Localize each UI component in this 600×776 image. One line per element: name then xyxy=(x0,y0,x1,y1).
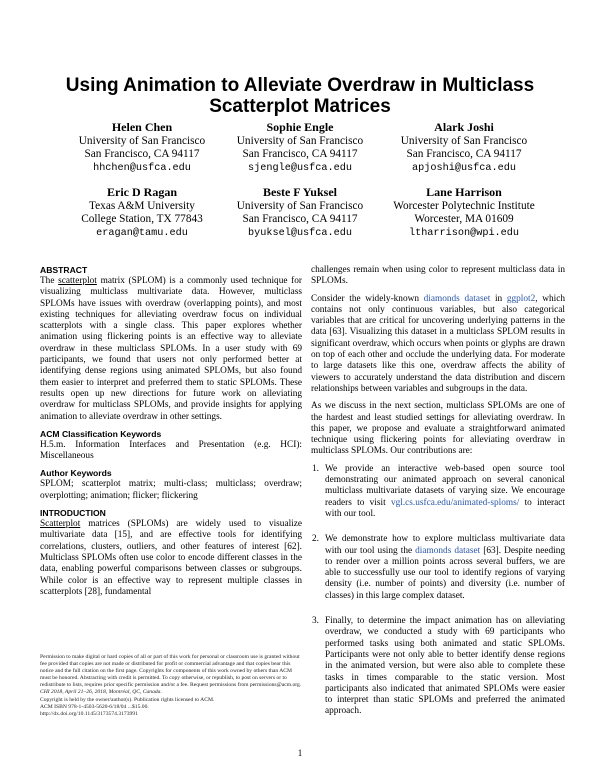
author-block xyxy=(374,186,554,240)
author-name: Beste F Yuksel xyxy=(262,185,337,199)
list-item: 2. We demonstrate how to explore multiclass multivariate data with our tool using the diamonds dataset [63]. Despite needing to render over a million points across several buffers, we are able to successfully use our tool to identify regions of varying density (i.e. number of points) and diversity (i.e. number of classes) in this large complex dataset. xyxy=(312,534,565,601)
author-email: byuksel@usfca.edu xyxy=(248,227,352,239)
author-address: San Francisco, CA 94117 xyxy=(84,148,200,161)
author-name: Helen Chen xyxy=(111,120,173,134)
author-affiliation: University of San Francisco xyxy=(236,199,364,212)
body-paragraph: As we discuss in the next section, multiclass SPLOMs are one of the hardest and least studied settings for alleviating overdraw. In this paper, we propose and evaluate a straightforward animated technique using flickering points for alleviating overdraw in multiclass SPLOMs. Our contributions are: xyxy=(311,401,565,457)
list-item: 1. We provide an interactive web-based open source tool demonstrating our animated approach on several canonical multiclass multivariate datasets of varying size. We encourage readers to visit vgl.cs.usfca.edu/animated-sploms/ to interact with our tool. xyxy=(312,463,565,519)
right-column xyxy=(311,265,565,718)
isbn-line: ACM ISBN 978-1-4503-5620-6/18/04 ...$15.00. xyxy=(40,703,149,710)
introduction-heading: INTRODUCTION xyxy=(40,508,106,519)
author-affiliation: University of San Francisco xyxy=(78,134,206,147)
author-keywords-text: SPLOM; scatterplot matrix; multi-class; multiclass; overdraw; overplotting; animation; flicker; flickering xyxy=(40,479,302,501)
author-block xyxy=(374,121,554,175)
permission-notice: Permission to make digital or hard copies of all or part of this work for personal or classroom use is granted without fee provided that copies are not made or distributed for profit or commercial advantage and that copies bear this notice and the full citation on the first page. Copyrights for components of this work owned by others than ACM must be honored. Abstracting with credit is permitted. To copy otherwise, or republish, to post on servers or to redistribute to lists, requires prior specific permission and/or a fee. Request permissions from permissions@acm.org. xyxy=(40,654,302,689)
author-address: Worcester, MA 01609 xyxy=(414,213,514,226)
diamonds-dataset-link[interactable]: diamonds dataset xyxy=(423,293,491,304)
copyright-footnote xyxy=(40,654,302,718)
left-column xyxy=(40,265,302,598)
list-number: 1. xyxy=(312,463,319,474)
tool-url-link[interactable]: vgl.cs.usfca.edu/animated-sploms/ xyxy=(390,497,520,508)
list-number: 3. xyxy=(312,616,319,627)
author-email: ltharrison@wpi.edu xyxy=(408,227,520,239)
title-line-1: Using Animation to Alleviate Overdraw in Multiclass xyxy=(65,75,535,96)
author-block xyxy=(210,121,390,175)
ggplot2-link[interactable]: ggplot2 xyxy=(506,293,536,304)
title-line-2: Scatterplot Matrices xyxy=(209,96,391,117)
author-name: Lane Harrison xyxy=(426,185,502,199)
acm-classification-heading: ACM Classification Keywords xyxy=(40,428,162,439)
author-name: Sophie Engle xyxy=(266,120,334,134)
author-affiliation: University of San Francisco xyxy=(400,134,528,147)
copyright-line: Copyright is held by the owner/author(s). Publication rights licensed to ACM. xyxy=(40,696,215,703)
author-email: sjengle@usfca.edu xyxy=(248,162,352,174)
paper-title xyxy=(40,75,560,117)
conference-line: CHI 2018, April 21–26, 2018, Montréal, QC, Canada. xyxy=(40,689,162,696)
contributions-list xyxy=(311,464,565,718)
author-email: hhchen@usfca.edu xyxy=(93,162,191,174)
doi-line: http://dx.doi.org/10.1145/3173574.3173991 xyxy=(40,710,138,717)
page-number: 1 xyxy=(297,748,303,758)
author-address: San Francisco, CA 94117 xyxy=(406,148,522,161)
diamonds-dataset-link[interactable]: diamonds dataset xyxy=(415,545,481,556)
author-keywords-heading: Author Keywords xyxy=(40,468,112,479)
author-name: Alark Joshi xyxy=(434,120,494,134)
body-paragraph: challenges remain when using color to represent multiclass data in SPLOMs. xyxy=(311,265,565,287)
author-block xyxy=(52,121,232,175)
author-block xyxy=(210,186,390,240)
abstract-heading: ABSTRACT xyxy=(40,265,88,275)
author-affiliation: Worcester Polytechnic Institute xyxy=(393,199,535,212)
author-address: San Francisco, CA 94117 xyxy=(242,148,358,161)
author-affiliation: University of San Francisco xyxy=(236,134,364,147)
list-item: 3. Finally, to determine the impact animation has on alleviating overdraw, we conducted a study with 69 participants who performed tasks using both animated and static SPLOMs. Participants were not only able to better identify dense regions in the animated version, but were also able to complete these tasks in times comparable to the static version. Most participants also indicated that animated SPLOMs were easier to interpret than static SPLOMs and preferred the animated approach. xyxy=(312,616,565,717)
list-number: 2. xyxy=(312,534,319,545)
author-address: San Francisco, CA 94117 xyxy=(242,213,358,226)
author-block xyxy=(52,186,232,240)
author-affiliation: Texas A&M University xyxy=(89,199,195,212)
author-email: eragan@tamu.edu xyxy=(96,227,188,239)
abstract-text: The scatterplot matrix (SPLOM) is a commonly used technique for visualizing multiclass multivariate data. However, multiclass SPLOMs have issues with overdraw (overlapping points), and most existing techniques for alleviating overdraw focus on individual scatterplots with a single class. This paper explores whether animation using flickering points is an effective way to alleviate overdraw in these multiclass SPLOMs. In a user study with 69 participants, we found that users not only performed better at identifying dense regions using animated SPLOMs, but also found them easier to interpret and preferred them to static SPLOMs. These results open up new directions for future work on alleviating overdraw for multiclass SPLOMs, and provide insights for applying animation to alleviate overdraw in other settings. xyxy=(40,276,303,422)
author-address: College Station, TX 77843 xyxy=(81,213,203,226)
acm-classification-text: H.5.m. Information Interfaces and Presentation (e.g. HCI): Miscellaneous xyxy=(40,439,302,462)
body-paragraph: Consider the widely-known diamonds dataset in ggplot2, which contains not only continuous variables, but also categorical variables that are critical for uncovering underlying patterns in the data [63]. Visualizing this dataset in a multiclass SPLOM results in significant overdraw, which occurs when points or glyphs are drawn on top of each other and occlude the underlying data. For moderate to large datasets like this one, overdraw affects the ability of viewers to accurately understand the data distribution and discern relationships between variables and subgroups in the data. xyxy=(311,293,565,394)
author-name: Eric D Ragan xyxy=(107,185,177,199)
introduction-text: Scatterplot matrices (SPLOMs) are widely used to visualize multivariate data [15], and are effective tools for identifying correlations, clusters, outliers, and other features of interest [62]. Multiclass SPLOMs often use color to encode different classes in the data, enabling powerful comparisons between classes or subgroups. While color is an effective way to represent multiple classes in scatterplots [28], fundamental xyxy=(40,519,302,597)
author-email: apjoshi@usfca.edu xyxy=(412,162,516,174)
